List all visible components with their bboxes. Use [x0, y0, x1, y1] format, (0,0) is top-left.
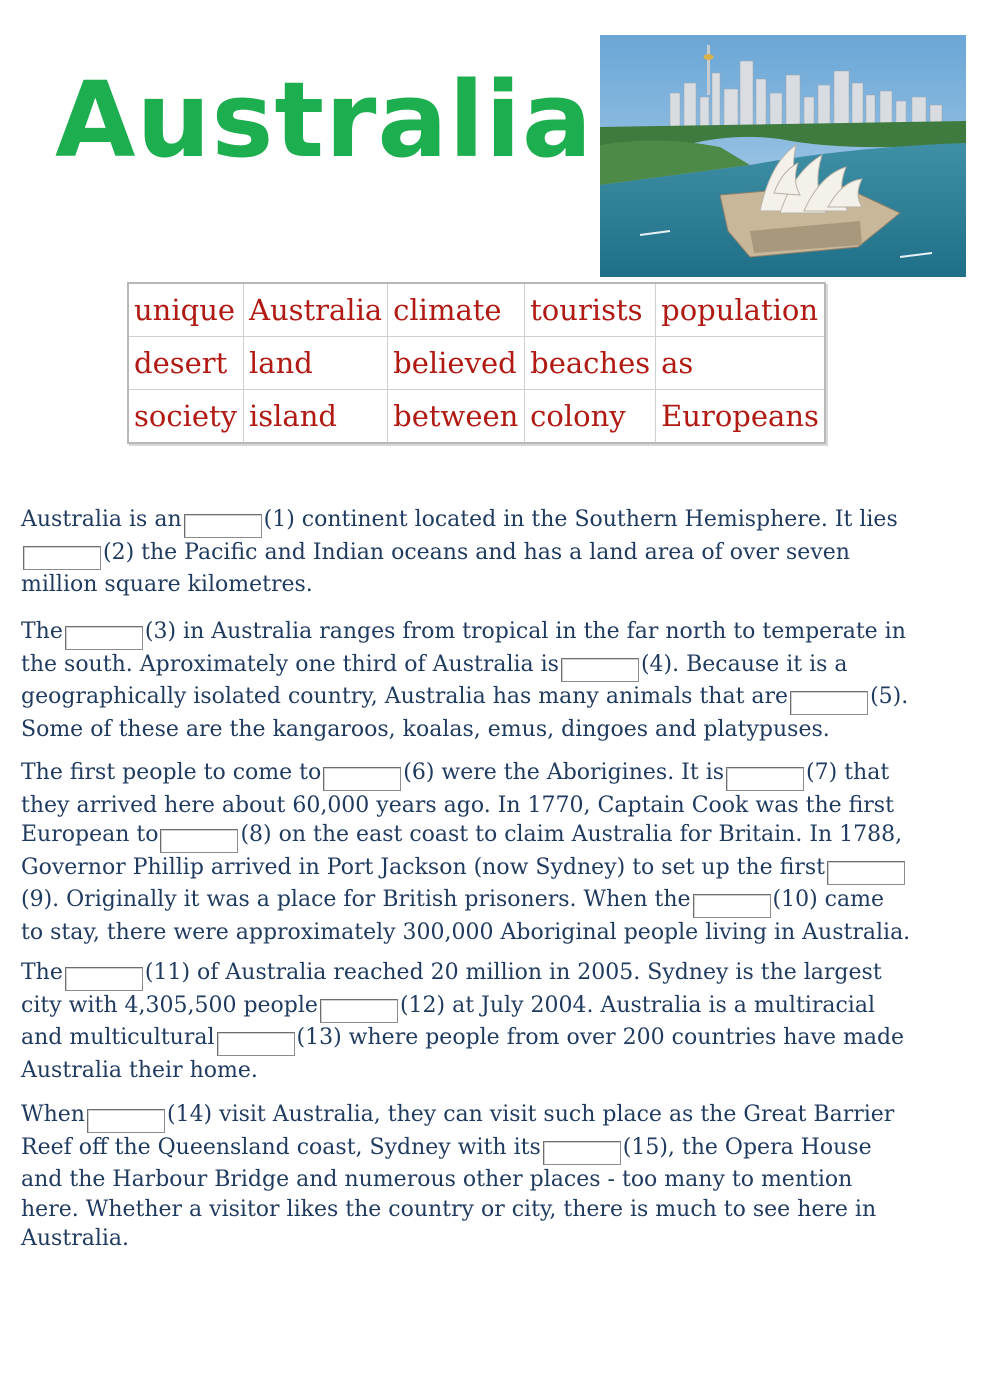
word-bank-cell: Australia	[244, 283, 388, 337]
text-segment: When	[21, 1102, 85, 1127]
text-segment: (9). Originally it was a place for British prisoners. When the	[21, 887, 691, 912]
blank-13-input[interactable]	[217, 1032, 295, 1056]
text-segment: Australia is an	[21, 507, 182, 532]
word-bank-cell: desert	[128, 337, 244, 390]
word-bank-cell: tourists	[525, 283, 656, 337]
word-bank-cell: believed	[388, 337, 525, 390]
text-segment: The first people to come to	[21, 760, 322, 785]
text-segment: The	[21, 960, 63, 985]
text-segment: (10) came to stay, there were approximately 300,000 Aboriginal people living in Australia.	[21, 887, 911, 945]
paragraph-3	[21, 758, 911, 947]
word-bank-cell: as	[656, 337, 826, 390]
word-bank-cell: society	[128, 390, 244, 444]
word-bank-cell: unique	[128, 283, 244, 337]
blank-10-input[interactable]	[693, 894, 771, 918]
word-bank-cell: island	[244, 390, 388, 444]
text-segment: (7) that they arrived here about 60,000 years ago. In 1770, Captain Cook was the first European to	[21, 760, 894, 847]
blank-8-input[interactable]	[160, 829, 238, 853]
text-segment: (4). Because it is a geographically isolated country, Australia has many animals that are	[21, 651, 848, 709]
text-segment: (12) at July 2004. Australia is a multiracial and multicultural	[21, 992, 875, 1050]
blank-9-input[interactable]	[827, 861, 905, 885]
text-segment: (11) of Australia reached 20 million in 2005. Sydney is the largest city with 4,305,500 people	[21, 960, 882, 1018]
text-segment: (5). Some of these are the kangaroos, koalas, emus, dingoes and platypuses.	[21, 684, 909, 742]
blank-2-input[interactable]	[23, 546, 101, 570]
word-bank-table	[127, 282, 826, 444]
blank-7-input[interactable]	[726, 767, 804, 791]
sydney-opera-house-photo	[600, 35, 966, 277]
word-bank-cell: population	[656, 283, 826, 337]
word-bank-cell: climate	[388, 283, 525, 337]
text-segment: (15), the Opera House and the Harbour Bridge and numerous other places - too many to mention here. Whether a visitor likes the country or city, there is much to see here in Australia.	[21, 1134, 877, 1251]
word-bank-cell: between	[388, 390, 525, 444]
word-bank-row	[128, 283, 825, 337]
blank-3-input[interactable]	[65, 626, 143, 650]
blank-5-input[interactable]	[790, 691, 868, 715]
blank-6-input[interactable]	[323, 767, 401, 791]
blank-12-input[interactable]	[320, 999, 398, 1023]
blank-14-input[interactable]	[87, 1109, 165, 1133]
text-segment: (8) on the east coast to claim Australia for Britain. In 1788, Governor Phillip arrived in Port Jackson (now Sydney) to set up the first	[21, 822, 903, 880]
blank-4-input[interactable]	[561, 658, 639, 682]
word-bank-cell: beaches	[525, 337, 656, 390]
text-segment: The	[21, 619, 63, 644]
text-segment: (6) were the Aborigines. It is	[403, 760, 725, 785]
word-bank-cell: land	[244, 337, 388, 390]
text-segment: (13) where people from over 200 countries have made Australia their home.	[21, 1025, 905, 1083]
blank-15-input[interactable]	[543, 1141, 621, 1165]
text-segment: (1) continent located in the Southern Hemisphere. It lies	[263, 507, 898, 532]
paragraph-4	[21, 958, 911, 1085]
blank-1-input[interactable]	[184, 514, 262, 538]
paragraph-2	[21, 617, 911, 744]
page-title: Australia	[55, 59, 594, 181]
text-segment: (14) visit Australia, they can visit such place as the Great Barrier Reef off the Queensland coast, Sydney with its	[21, 1102, 895, 1160]
word-bank-row	[128, 390, 825, 444]
word-bank-cell: Europeans	[656, 390, 826, 444]
word-bank-row	[128, 337, 825, 390]
blank-11-input[interactable]	[65, 967, 143, 991]
text-segment: (3) in Australia ranges from tropical in the far north to temperate in the south. Aproximately one third of Australia is	[21, 619, 906, 677]
paragraph-5	[21, 1100, 911, 1254]
word-bank-cell: colony	[525, 390, 656, 444]
text-segment: (2) the Pacific and Indian oceans and has a land area of over seven million square kilometres.	[21, 539, 850, 597]
paragraph-1	[21, 505, 911, 600]
